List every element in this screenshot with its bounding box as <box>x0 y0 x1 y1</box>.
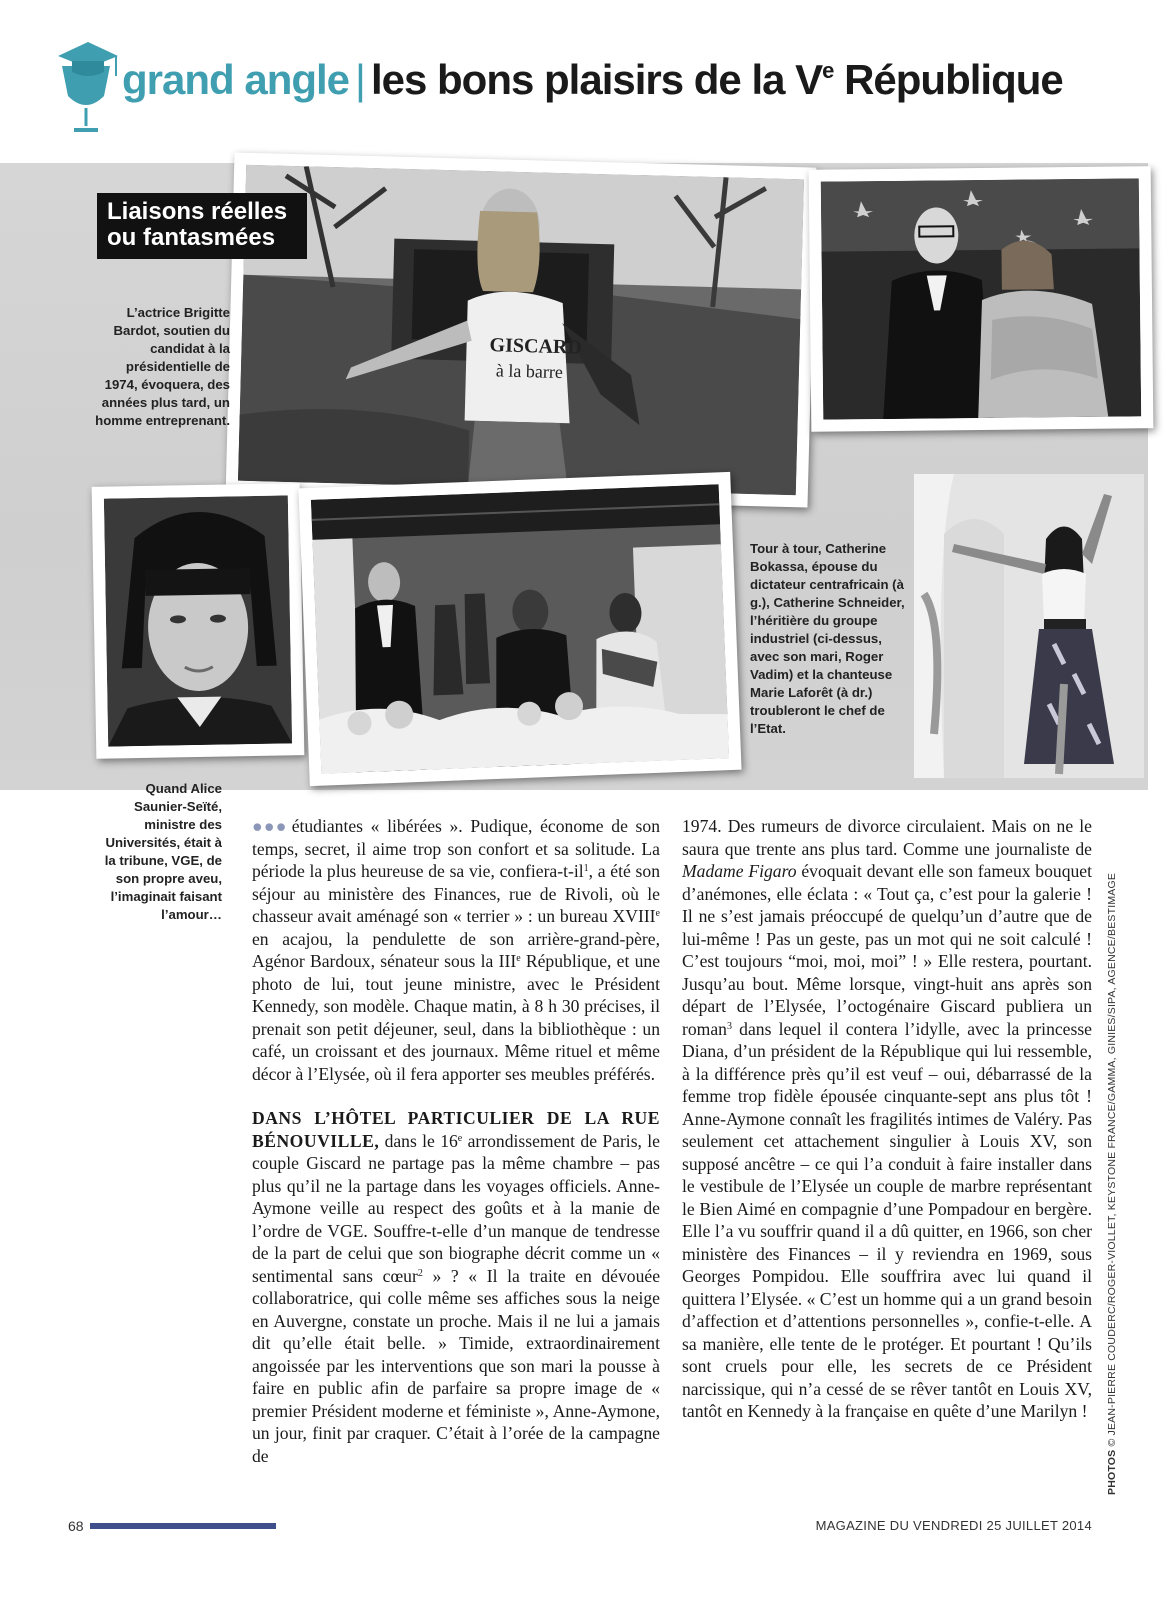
kicker-line-1: Liaisons réelles <box>107 198 288 225</box>
continuation-dots: ●●● <box>252 816 288 836</box>
caption-bardot: L’actrice Brigitte Bardot, soutien du candidat à la présidentielle de 1974, évoquera, des années plus tard, un homme entreprenant. <box>95 305 230 428</box>
magazine-issue: MAGAZINE DU VENDREDI 25 JUILLET 2014 <box>815 1518 1092 1533</box>
title-separator: | <box>355 56 365 103</box>
shirt-text-line1: GISCARD <box>489 334 583 359</box>
article-paragraph-1: ●●● étudiantes « libérées ». Pudique, économe de son temps, secret, il aime trop son confort et sa solitude. La période la plus heureuse de sa vie, confiera-$t-il^1$, a été son séjour au ministère des Finances, rue de Rivoli, où le chasseur avait aménagé son « terrier » : un bureau XVIIIe en acajou, la pendulette de son arrière-grand-père, Agénor Bardoux, sénateur sous la IIIe République, et une photo de lui, tout jeune ministre, avec le Président Kennedy, son modèle. Chaque matin, à 8 h 30 précises, il prenait son petit déjeuner, seul, dans la bibliothèque : un café, un croissant et des journaux. Même rituel et même décor à l’Elysée, où il fera apporter ses meubles préférés. <box>252 816 661 1084</box>
page-header <box>52 34 1112 134</box>
photo-credits: PHOTOS © JEAN-PIERRE COUDERC/ROGER-VIOLLET, KEYSTONE FRANCE/GAMMA, GINIES/SIPA, AGENCE/BESTIMAGE <box>1106 872 1118 1495</box>
article-column-right <box>682 815 1092 1423</box>
rubric-label: grand angle <box>122 56 350 103</box>
folio-bar <box>90 1523 276 1529</box>
caption-group: Tour à tour, Catherine Bokassa, épouse du dictateur centrafricain (à g.), Catherine Schneider, l’héritière du groupe industriel (ci-dessus, avec son mari, Roger Vadim) et la chanteuse Marie Laforêt (à dr.) troubleront le chef de l’Etat. <box>750 541 905 736</box>
section-headline: les bons plaisirs de la Ve République <box>370 56 1063 103</box>
page-number: 68 <box>68 1518 84 1534</box>
wine-glass-mortarboard-icon <box>52 34 122 134</box>
kicker-line-2: ou fantasmées <box>107 224 276 251</box>
page-footer <box>68 1516 1092 1540</box>
article-column-left <box>252 815 660 1467</box>
photo-marie-laforet <box>914 474 1144 778</box>
shirt-text-line2: à la barre <box>495 360 564 383</box>
photo-bokassa-dinner <box>298 472 741 786</box>
article-paragraph-2: DANS L’HÔTEL PARTICULIER DE LA RUE BÉNOUVILLE, dans le 16e arrondissement de Paris, le couple Giscard ne partage pas la même chambre – pas plus qu’il ne la partage dans les voyages officiels. Anne-Aymone veille au respect des goûts et à la manie de l’ordre de VGE. Souffre-t-elle d’un manque de tendresse de la part de celui que son biographe décrit comme un « sentimental sans cœur$^2$ » ? « Il la traite en dévouée collaboratrice, qui colle même ses affiches sous la neige en Auvergne, constate un proche. Mais il ne lui a jamais dit qu’elle était belle. » Timide, extraordinairement angoissée par les interventions que son mari la pousse à faire en public afin de parfaire sa propre image de « premier Président moderne et féministe », Anne-Aymone, un jour, finit par craquer. C’était à l’orée de la campagne de <box>252 1108 660 1466</box>
photo-catherine-schneider-roger-vadim <box>809 166 1154 432</box>
article-paragraph-3: 1974. Des rumeurs de divorce circulaient. Mais on ne le saura que trente ans plus tard. Comme une journaliste de Madame Figaro évoquait devant elle son fameux bouquet d’anémones, elle éclata : « Tout ça, c’est pour la galerie ! Il ne s’est jamais préoccupé de quelqu’un d’autre que de lui-même ! Pas un geste, pas un mot qui ne soit calculé ! C’est toujours “moi, moi, moi” ! » Elle restera, pourtant. Jusqu’au bout. Même lorsque, vingt-huit ans après son départ de l’Elysée, l’octogénaire Giscard publiera un roman$^3$ dans lequel il contera l’idylle, avec la princesse Diana, d’un président de la République qui lui ressemble, à la différence près qu’il est veuf – oui, débarrassé de la femme trop fidèle épousée cinquante-sept ans plus tôt ! Anne-Aymone connaît les fragilités intimes de Valéry. Pas seulement cet attachement singulier à Louis XV, son supposé ancêtre – ce qui l’a conduit à faire installer dans le vestibule de l’Elysée un couple de marbre représentant le Bien Aimé en compagnie d’une Pompadour en bergère. Elle l’a vu souffrir quand il a dû quitter, en 1966, son cher ministère des Finances – il y reviendra en 1969, sous Georges Pompidou. Elle souffrira avec lui quand il quittera l’Elysée. « C’est un homme qui a un grand besoin d’affection et d’attentions personnelles », confie-t-elle. A sa manière, elle tente de le protéger. Et pourtant ! Qu’ils sont cruels pour elle, les secrets de ce Président narcissique, qui n’a cessé de se rêver tantôt en Louis XV, tantôt en Kennedy à la française en quête d’une Marilyn ! <box>682 816 1092 1421</box>
caption-saunier-seite: Quand Alice Saunier-Seïté, ministre des Universités, était à la tribune, VGE, de son propre aveu, l’imaginait faisant l’amour… <box>104 781 222 922</box>
paragraph-lead: DANS L’HÔTEL PARTICULIER DE LA RUE BÉNOUVILLE, <box>252 1108 660 1151</box>
photo-brigitte-bardot <box>226 152 817 507</box>
section-title <box>122 56 1063 104</box>
photo-alice-saunier-seite <box>92 483 305 759</box>
section-kicker <box>97 193 307 259</box>
